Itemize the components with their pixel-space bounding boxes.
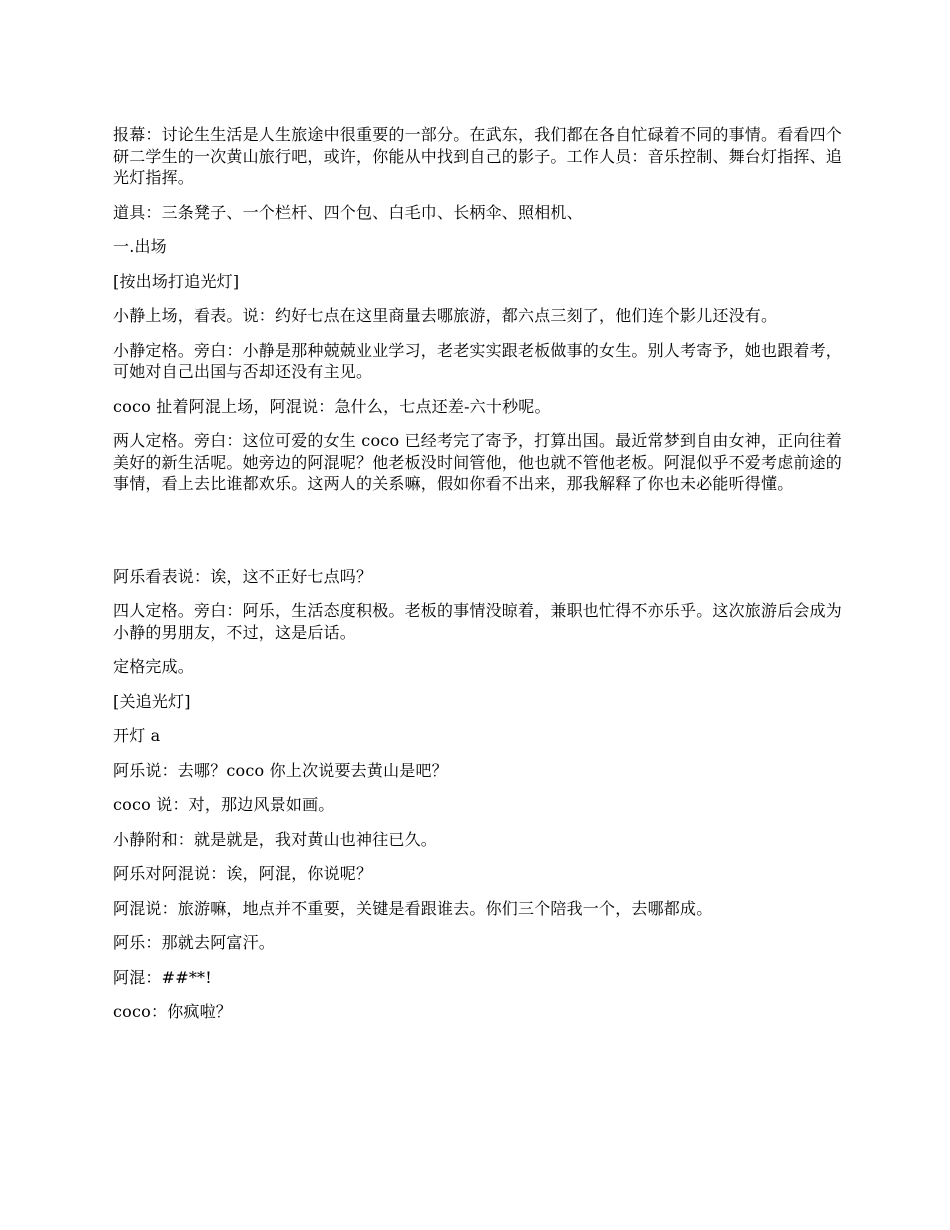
script-line: 阿乐看表说：诶，这不正好七点吗？ xyxy=(113,566,373,586)
stage-direction: [按出场打追光灯] xyxy=(113,271,240,291)
script-line: 小静上场，看表。说：约好七点在这里商量去哪旅游，都六点三刻了，他们连个影儿还没有。 xyxy=(113,306,778,325)
script-line: 小静定格。旁白：小静是那种兢兢业业学习，老老实实跟老板做事的女生。别人考寄予，她也跟着考，可她对自己出国与否却还没有主见。 xyxy=(113,340,843,381)
script-line: coco：你疯啦？ xyxy=(113,1002,232,1021)
props-paragraph: 道具：三条凳子、一个栏杆、四个包、白毛巾、长柄伞、照相机、 xyxy=(113,202,583,222)
script-line: 四人定格。旁白：阿乐，生活态度积极。老板的事情没晾着，兼职也忙得不亦乐乎。这次旅游后会成为小静的男朋友，不过，这是后话。 xyxy=(113,601,843,642)
intro-paragraph: 报幕：讨论生生活是人生旅途中很重要的一部分。在武东，我们都在各自忙碌着不同的事情。看看四个研二学生的一次黄山旅行吧，或许，你能从中找到自己的影子。工作人员：音乐控制、舞台灯指挥、追光灯指挥。 xyxy=(113,125,843,187)
script-line: 阿乐对阿混说：诶，阿混，你说呢？ xyxy=(113,864,373,883)
script-line: 小静附和：就是就是，我对黄山也神往已久。 xyxy=(113,829,438,849)
script-line: 两人定格。旁白：这位可爱的女生 coco 已经考完了寄予，打算出国。最近常梦到自由女神，正向往着美好的新生活呢。她旁边的阿混呢？他老板没时间管他，他也就不管他老板。阿混似乎不爱考虑前途的事情，看上去比谁都欢乐。这两人的关系嘛，假如你看不出来，那我解释了你也未必能听得懂。 xyxy=(113,431,843,493)
blank-space xyxy=(113,508,843,566)
stage-direction: [关追光灯] xyxy=(113,691,191,711)
script-line: 定格完成。 xyxy=(113,657,195,676)
script-line: 阿混：##**! xyxy=(113,967,212,987)
script-line: 阿乐：那就去阿富汗。 xyxy=(113,933,276,952)
script-line: coco 说：对，那边风景如画。 xyxy=(113,795,335,814)
document-page xyxy=(113,124,843,1036)
script-line: 阿混说：旅游嘛，地点并不重要，关键是看跟谁去。你们三个陪我一个，去哪都成。 xyxy=(113,898,713,918)
section-heading: 一.出场 xyxy=(113,237,167,256)
script-line: 阿乐说：去哪？coco 你上次说要去黄山是吧？ xyxy=(113,760,448,780)
script-line: coco 扯着阿混上场，阿混说：急什么，七点还差-六十秒呢。 xyxy=(113,396,551,416)
stage-direction: 开灯 a xyxy=(113,726,161,745)
